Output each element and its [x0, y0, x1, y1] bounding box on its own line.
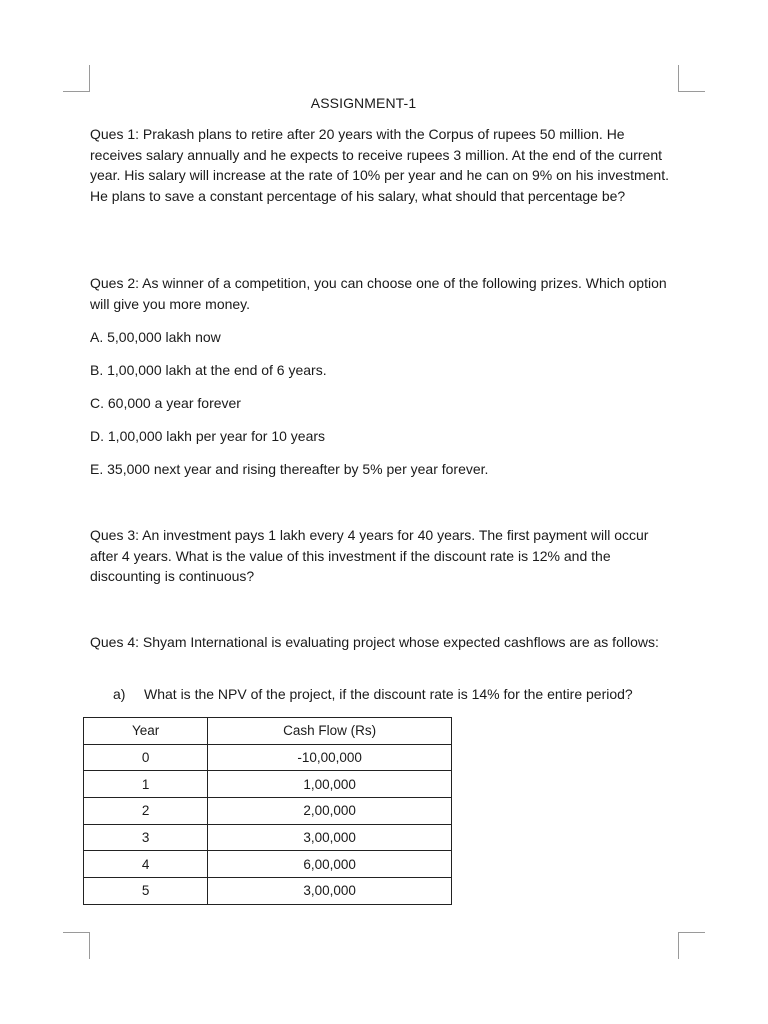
crop-mark-bottom-right-v	[678, 932, 679, 959]
question-2-option-b: B. 1,00,000 lakh at the end of 6 years.	[90, 362, 327, 378]
question-4-sub-a	[113, 685, 633, 703]
question-4-sub-a-label: a)	[113, 686, 126, 702]
table-cell-cash-flow: -10,00,000	[208, 744, 452, 771]
question-4: Ques 4: Shyam International is evaluating project whose expected cashflows are as follows:	[90, 634, 659, 650]
crop-mark-bottom-right-h	[678, 932, 705, 933]
table-row	[84, 878, 452, 905]
crop-mark-bottom-left-h	[63, 932, 90, 933]
crop-mark-top-left-v	[89, 65, 90, 92]
table-cell-year: 1	[84, 771, 208, 798]
crop-mark-top-left-h	[63, 91, 90, 92]
question-4-sub-a-text: What is the NPV of the project, if the discount rate is 14% for the entire period?	[144, 686, 633, 702]
table-row	[84, 771, 452, 798]
table-row	[84, 798, 452, 825]
question-3: Ques 3: An investment pays 1 lakh every 4 years for 40 years. The first payment will occur after 4 years. What is the value of this investment if the discount rate is 12% and the discounting is continuous?	[90, 527, 649, 584]
table-cell-year: 0	[84, 744, 208, 771]
table-cell-year: 3	[84, 824, 208, 851]
crop-mark-bottom-left-v	[89, 932, 90, 959]
table-cell-year: 2	[84, 798, 208, 825]
table-row	[84, 824, 452, 851]
question-2: Ques 2: As winner of a competition, you can choose one of the following prizes. Which option will give you more money.	[90, 275, 667, 312]
table-row	[84, 851, 452, 878]
question-2-option-a: A. 5,00,000 lakh now	[90, 329, 221, 345]
question-1: Ques 1: Prakash plans to retire after 20 years with the Corpus of rupees 50 million. He receives salary annually and he expects to receive rupees 3 million. At the end of the current year. His salary will increase at the rate of 10% per year and he can on 9% on his investment. He plans to save a constant percentage of his salary, what should that percentage be?	[90, 126, 669, 204]
cashflow-table	[83, 717, 452, 905]
table-header-row	[84, 718, 452, 745]
crop-mark-top-right-v	[678, 65, 679, 92]
table-cell-cash-flow: 6,00,000	[208, 851, 452, 878]
question-2-option-c: C. 60,000 a year forever	[90, 395, 241, 411]
page-title: ASSIGNMENT-1	[310, 95, 417, 111]
table-header-cash-flow: Cash Flow (Rs)	[208, 718, 452, 745]
table-cell-cash-flow: 3,00,000	[208, 824, 452, 851]
question-2-option-d: D. 1,00,000 lakh per year for 10 years	[90, 428, 326, 444]
crop-mark-top-right-h	[678, 91, 705, 92]
table-cell-cash-flow: 3,00,000	[208, 878, 452, 905]
question-2-option-e: E. 35,000 next year and rising thereafter by 5% per year forever.	[90, 461, 489, 477]
table-header-year: Year	[84, 718, 208, 745]
table-cell-year: 5	[84, 878, 208, 905]
table-cell-cash-flow: 1,00,000	[208, 771, 452, 798]
table-cell-cash-flow: 2,00,000	[208, 798, 452, 825]
table-row	[84, 744, 452, 771]
table-cell-year: 4	[84, 851, 208, 878]
